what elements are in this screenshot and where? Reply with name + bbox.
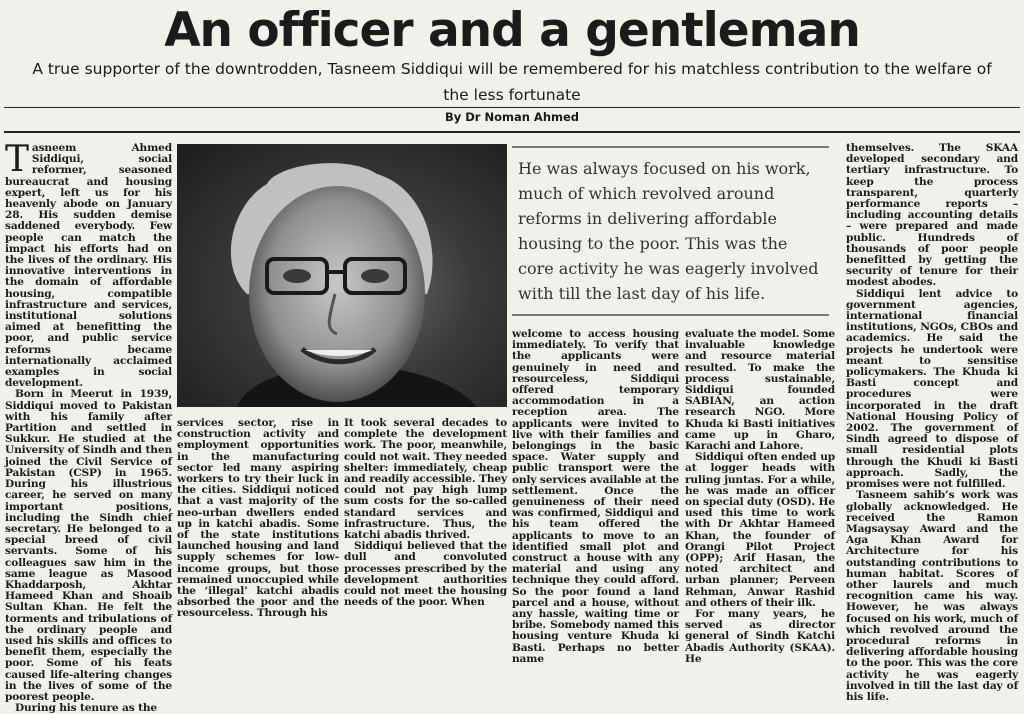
paragraph: welcome to access housing immediately. To verify that the applicants were genuinely in need and resourceless, Siddiqui offered temporary accommodation in a reception area. The applicants were invited to live with their families and belongings in the basic space. Water supply and public transport were the only services available at the settlement. Once the genuineness of their need was confirmed, Siddiqui and his team offered the applicants to move to an identified small plot and construct a house with any material and using any technique they could afford. So the poor found a land parcel and a house, without any hassle, waiting time or bribe. Somebody named this housing venture Khuda ki Basti. Perhaps no better name	[512, 328, 679, 665]
quote-bottom-rule	[512, 314, 829, 316]
paragraph: Born in Meerut in 1939, Siddiqui moved to Pakistan with his family after Partition and settled in Sukkur. He studied at the University of Sindh and then joined the Civil Service of Pakistan (CSP) in 1965. During his illustrious career, he served on many important positions, including the Sindh chief secretary. He belonged to a special breed of civil servants. Some of his colleagues saw him in the same league as Masood Khaddarposh, Akhtar Hameed Khan and Shoaib Sultan Khan. He felt the torments and tribulations of the ordinary people and used his skills and offices to benefit them, especially the poor. Some of his feats caused life-altering changes in the lives of some of the poorest people.	[5, 388, 172, 703]
paragraph: During his tenure as the	[15, 702, 157, 714]
paragraph	[5, 139, 172, 390]
paragraph: It took several decades to complete the development work. The poor, meanwhile, could not wait. They needed shelter: immediately, cheap and readily accessible. They could not pay high lump sum costs for the so-called standard services and infrastructure. Thus, the katchi abadis thrived.	[344, 417, 507, 542]
paragraph: evaluate the model. Some invaluable knowledge and resource material resulted. To make the process sustainable, Siddiqui founded SABIAN, an action research NGO. More Khuda ki Basti initiatives came up in Gharo, Karachi and Lahore.	[685, 328, 835, 453]
paragraph: Siddiqui lent advice to government agencies, international financial institutions, NGOs, CBOs and academics. He said the projects he undertook were meant to sensitise policymakers. The Khuda ki Basti concept and procedures were incorporated in the draft National Housing Policy of 2002. The government of Sindh agreed to dispose of small residential plots through the Khudi ki Basti approach. Sadly, the promises were not fulfilled.	[846, 287, 1018, 491]
paragraph: Siddiqui often ended up at logger heads with ruling juntas. For a while, he was made an officer on special duty (OSD). He used this time to work with Dr Akhtar Hameed Khan, the founder of Orangi Pilot Project (OPP); Arif Hasan, the noted architect and urban planner; Perveen Rehman, Anwar Rashid and others of their ilk.	[685, 451, 835, 609]
paragraph: Siddiqui believed that the dull and convoluted processes prescribed by the development authorities could not meet the housing needs of the poor. When	[344, 540, 507, 609]
portrait-illustration	[177, 144, 507, 407]
column-1	[5, 139, 172, 714]
column-2	[177, 417, 339, 620]
paragraph: themselves. The SKAA developed secondary and tertiary infrastructure. To keep the process transparent, quarterly performance reports – including accounting details – were prepared and made public. Hundreds of thousands of poor people benefitted by getting the security of tenure for their modest abodes.	[846, 142, 1018, 289]
byline: By Dr Noman Ahmed	[444, 110, 580, 124]
quote-top-rule	[512, 146, 829, 148]
paragraph: services sector, rise in construction activity and employment opportunities in the manufacturing sector led many aspiring workers to try their luck in the cities. Siddiqui noticed that a vast majority of the neo-urban dwellers ended up in katchi abadis. Some of the state institutions launched housing and land supply schemes for low-income groups, but those remained unoccupied while the ‘illegal’ katchi abadis absorbed the poor and the resourceless. Through his	[177, 417, 339, 620]
drop-cap: T	[5, 139, 29, 180]
portrait-photo	[177, 144, 507, 407]
headline: An officer and a gentleman	[164, 3, 860, 58]
column-3	[344, 417, 507, 609]
bottom-rule	[4, 131, 1020, 133]
paragraph-text: asneem Ahmed Siddiqui, social reformer, seasoned bureaucrat and housing expert, left us for his heavenly abode on January 28. His sudden demise saddened everybody. Few people can match the impact his efforts had on the lives of the ordinary. His innovative interventions in the domain of affordable housing, compatible infrastructure and services, institutional solutions aimed at benefitting the poor, and public service reforms became internationally acclaimed examples in social development.	[5, 142, 172, 390]
subheadline: A true supporter of the downtrodden, Tasneem Siddiqui will be remembered for his matchless contribution to the welfare of the less fortunate	[32, 60, 992, 104]
paragraph: Tasneem sahib’s work was globally acknowledged. He received the Ramon Magsaysay Award and the Aga Khan Award for Architecture for his outstanding contributions to human habitat. Scores of other laurels and much recognition came his way. However, he was always focused on his work, much of which revolved around the procedural reforms in delivering affordable housing to the poor. This was the core activity he was eagerly involved in till the last day of his life.	[846, 489, 1018, 703]
column-3b	[512, 328, 679, 665]
pull-quote	[512, 146, 829, 318]
paragraph: For many years, he served as director general of Sindh Katchi Abadis Authority (SKAA). He	[685, 608, 835, 665]
column-5	[846, 142, 1018, 703]
top-rule	[4, 107, 1020, 108]
column-4	[685, 328, 835, 665]
pull-quote-text: He was always focused on his work, much of which revolved around reforms in delivering affordable housing to the poor. This was the core activity he was eagerly involved with till the last day of his life.	[518, 159, 819, 303]
